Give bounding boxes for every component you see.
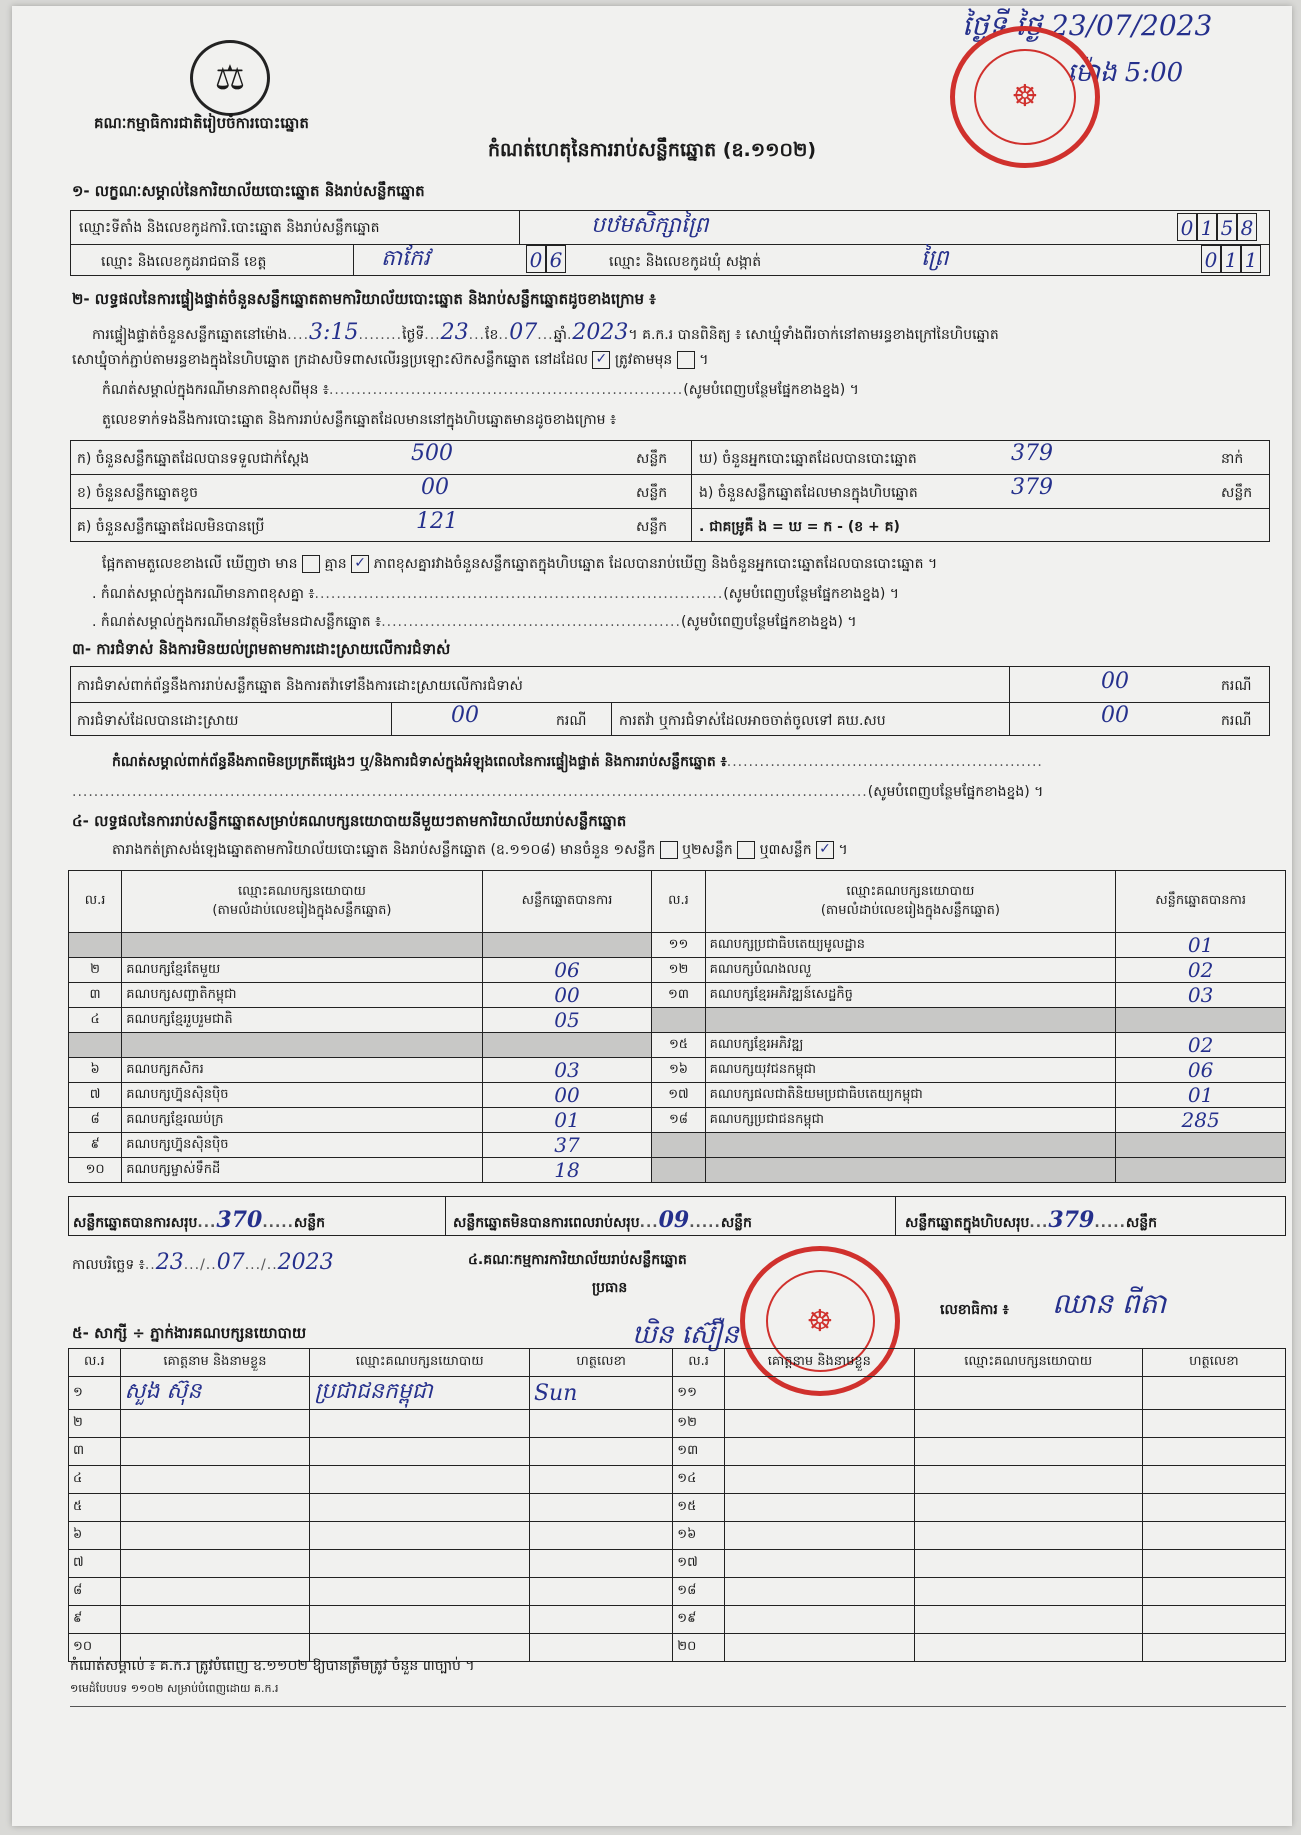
party-name: គណបក្សបំណងលលួ	[705, 958, 1116, 983]
party-name: គណបក្សប្រជាធិបតេយ្យមូលដ្ឋាន	[705, 933, 1116, 958]
witness-signature	[529, 1522, 672, 1550]
figures-intro: តួលេខទាក់ទងនឹងការបោះឆ្នោត និងការរាប់សន្លឹកឆ្នោតដែលមាននៅក្នុងហិបឆ្នោតមានដូចខាងក្រោម ៖	[102, 412, 617, 428]
witness-party	[914, 1634, 1142, 1662]
party-votes: 03	[482, 1058, 652, 1083]
table-row	[69, 1158, 1286, 1183]
party-no	[69, 933, 122, 958]
witness-no: ៩	[69, 1606, 121, 1634]
party-name	[705, 1133, 1116, 1158]
table-row	[69, 1466, 1286, 1494]
witness-party	[914, 1550, 1142, 1578]
party-no	[652, 1158, 705, 1183]
official-stamp-top: ☸	[950, 26, 1100, 168]
party-no: ១១	[652, 933, 705, 958]
witness-name	[120, 1494, 310, 1522]
witness-no: ១៦	[673, 1522, 725, 1550]
total-in-box: 379	[1048, 1207, 1095, 1233]
table-row	[69, 1083, 1286, 1108]
witness-signature	[1142, 1522, 1285, 1550]
witness-party	[310, 1550, 530, 1578]
section2-heading: ២- លទ្ធផលនៃការផ្ទៀងផ្ទាត់ចំនួនសន្លឹកឆ្នោតតាមការិយាល័យបោះឆ្នោត និងរាប់សន្លឹកឆ្នោតដូចខាងក្រោម ៖	[72, 290, 656, 308]
witness-no: ២០	[673, 1634, 725, 1662]
foreign-object-note: . កំណត់សម្គាល់ក្នុងករណីមានវត្ថុមិនមែនជាសន្លឹកឆ្នោត ៖.......................................................(សូមបំពេញបន្ថែមផ្នែកខាងខ្នង) ។	[92, 614, 857, 630]
witness-party	[914, 1522, 1142, 1550]
different-checkbox[interactable]	[677, 351, 695, 369]
table-row	[69, 1522, 1286, 1550]
handwritten-date: ថ្ងៃទី ថ្ងៃ 23/07/2023	[962, 9, 1213, 42]
unused-label: គ) ចំនួនសន្លឹកឆ្នោតដែលមិនបានប្រើ	[77, 519, 265, 535]
objection-label: ការជំទាស់ពាក់ព័ន្ធនឹងការរាប់សន្លឹកឆ្នោត និងការតវ៉ាទៅនឹងការដោះស្រាយលើការជំទាស់	[77, 678, 523, 694]
witness-name	[724, 1634, 914, 1662]
witness-name	[724, 1550, 914, 1578]
party-no: ១៦	[652, 1058, 705, 1083]
witness-name	[724, 1377, 914, 1410]
party-no	[69, 1033, 122, 1058]
forward-count: 00	[1101, 703, 1129, 728]
verification-line: ការផ្ទៀងផ្ទាត់ចំនួនសន្លឹកឆ្នោតនៅម៉ោង....3:15........ថ្ងៃទី...23...ខែ..07...ឆ្នាំ.2023។ គ.ក.រ បានពិនិត្យ ៖ សោឃ្នុំទាំងពីរចាក់នៅតាមរន្ធខាងក្រៅនៃហិបឆ្នោត	[92, 320, 999, 345]
table-row	[69, 1377, 1286, 1410]
no-discrepancy-checkbox[interactable]: ✓	[351, 555, 369, 573]
witness-name	[120, 1438, 310, 1466]
party-votes: 02	[1116, 958, 1286, 983]
station-code: 0 1 5 8	[1177, 213, 1257, 241]
voters-label: ឃ) ចំនួនអ្នកបោះឆ្នោតដែលបានបោះឆ្នោត	[699, 451, 917, 467]
form-page	[12, 6, 1292, 1826]
verify-day: 23	[440, 320, 469, 345]
three-sheet-checkbox[interactable]: ✓	[816, 841, 834, 859]
party-name: គណបក្សហ្វ៊ុនស៊ិនប៉ិច	[122, 1083, 482, 1108]
party-name: គណបក្សផលជាតិនិយមប្រជាធិបតេយ្យកម្ពុជា	[705, 1083, 1116, 1108]
lock-line: សោឃ្នុំចាក់ភ្ជាប់តាមរន្ធខាងក្នុងនៃហិបឆ្នោត ក្រដាសបិទពាសលើរន្ធប្រឡោះស៊កសន្លឹកឆ្នោត នៅដដែល ✓ ត្រូវតាមមុន ។	[72, 351, 709, 368]
diff-note-line: កំណត់សម្គាល់ក្នុងករណីមានភាពខុសពីមុន ៖.................................................................(សូមបំពេញបន្ថែមផ្នែកខាងខ្នង) ។	[102, 382, 859, 398]
party-no: ៧	[69, 1083, 122, 1108]
verify-time: 3:15	[309, 320, 359, 345]
handwritten-time: ម៉ោង 5:00	[1067, 58, 1184, 88]
two-sheet-checkbox[interactable]	[737, 841, 755, 859]
irregularity-note-2: ..................................................................................................................................................(សូមបំពេញបន្ថែមផ្នែកខាងខ្នង) ។	[72, 784, 1044, 800]
party-name	[122, 1033, 482, 1058]
formula: . ជាគម្រូគឺ ង = ឃ = ក - (ខ + គ)	[699, 519, 900, 535]
witness-name	[724, 1410, 914, 1438]
received-label: ក) ចំនួនសន្លឹកឆ្នោតដែលបានទទួលជាក់ស្តែង	[77, 451, 310, 467]
witness-party	[310, 1606, 530, 1634]
party-no: ២	[69, 958, 122, 983]
witness-table: ល.រ គោត្តនាម និងនាមខ្លួន ឈ្មោះគណបក្សនយោបាយ ហត្ថលេខា ល.រ គោត្តនាម និងនាមខ្លួន ឈ្មោះគណបក្សនយោបាយ ហត្ថលេខា ១ សួង ស៊ុន ប្រជាជនកម្ពុជា Sun ១១ ២ ១២ ៣ ១៣ ៤ ១៤ ៥ ១៥ ៦ ១៦ ៧ ១៧ ៨ ១៨ ៩ ១៩ ១០ ២០	[68, 1348, 1286, 1662]
witness-no: ១៩	[673, 1606, 725, 1634]
resolved-label: ការជំទាស់ដែលបានដោះស្រាយ	[77, 713, 239, 729]
witness-party	[914, 1494, 1142, 1522]
table-row	[69, 1108, 1286, 1133]
tally-sheet-line: តារាងកត់ត្រាសង់ឡេងឆ្នោតតាមការិយាល័យបោះឆ្នោត និងរាប់សន្លឹកឆ្នោត (ឧ.១១០៨) មានចំនួន ១សន្លឹក ឬ២សន្លឹក ឬ៣សន្លឹក ✓ ។	[112, 841, 848, 858]
table-row	[69, 933, 1286, 958]
witness-rows	[69, 1377, 1286, 1662]
spoiled-value: 00	[421, 475, 449, 500]
witness-signature	[529, 1550, 672, 1578]
witness-signature	[1142, 1466, 1285, 1494]
committee-label: ៤.គណៈកម្មការការិយាល័យរាប់សន្លឹកឆ្នោត	[468, 1252, 687, 1268]
party-votes: 06	[482, 958, 652, 983]
witness-no: ១៣	[673, 1438, 725, 1466]
inbox-label: ង) ចំនួនសន្លឹកឆ្នោតដែលមានក្នុងហិបឆ្នោត	[699, 485, 918, 501]
party-no: ៨	[69, 1108, 122, 1133]
witness-party	[914, 1466, 1142, 1494]
discrepancy-note: . កំណត់សម្គាល់ក្នុងករណីមានភាពខុសគ្នា ៖...........................................................................(សូមបំពេញបន្ថែមផ្នែកខាងខ្នង) ។	[92, 586, 899, 602]
witness-signature	[1142, 1494, 1285, 1522]
witness-no: ១០	[69, 1634, 121, 1662]
table-row	[69, 983, 1286, 1008]
witness-name	[724, 1578, 914, 1606]
section4-heading: ៤- លទ្ធផលនៃការរាប់សន្លឹកឆ្នោតសម្រាប់គណបក្សនយោបាយនីមួយៗតាមការិយាល័យរាប់សន្លឹកឆ្នោត	[72, 812, 627, 830]
one-sheet-checkbox[interactable]	[660, 841, 678, 859]
party-votes	[1116, 1158, 1286, 1183]
witness-signature	[1142, 1550, 1285, 1578]
witness-party	[310, 1578, 530, 1606]
party-votes: 03	[1116, 983, 1286, 1008]
commune-code: 0 1 1	[1201, 245, 1261, 273]
total-valid: 370	[216, 1207, 263, 1233]
table-row	[69, 1410, 1286, 1438]
party-name: គណបក្សសញ្ជាតិកម្ពុជា	[122, 983, 482, 1008]
station-label: ឈ្មោះទីតាំង និងលេខកូដការិ.បោះឆ្នោត និងរាប់សន្លឹកឆ្នោត	[79, 220, 380, 236]
party-votes: 02	[1116, 1033, 1286, 1058]
party-name	[122, 933, 482, 958]
witness-signature	[1142, 1438, 1285, 1466]
party-votes: 01	[1116, 933, 1286, 958]
party-name: គណបក្សម្ចាស់ទឹកដី	[122, 1158, 482, 1183]
witness-no: ១៧	[673, 1550, 725, 1578]
witness-signature	[1142, 1410, 1285, 1438]
party-votes	[482, 933, 652, 958]
party-results-table: ល.រ ឈ្មោះគណបក្សនយោបាយ (តាមលំដាប់លេខរៀងក្នុងសន្លឹកឆ្នោត) សន្លឹកឆ្នោតបានការ ល.រ ឈ្មោះគណបក្សនយោបាយ (តាមលំដាប់លេខរៀងក្នុងសន្លឹកឆ្នោត) សន្លឹកឆ្នោតបានការ ១១ គណបក្សប្រជាធិបតេយ្យមូលដ្ឋាន 01 ២ គណបក្សខ្មែរតែមួយ 06 ១២ គណបក្សបំណងលលួ 02 ៣ គណបក្សសញ្ជាតិកម្ពុជា 00 ១៣ គណបក្សខ្មែរអភិវឌ្ឍន៍សេដ្ឋកិច្ច 03 ៤ គណបក្សខ្មែររួបរួមជាតិ 05 ១៥ គណបក្សខ្មែរអភិវឌ្ឍ 02 ៦ គណបក្សកសិករ 03 ១៦ គណបក្សយុវជនកម្ពុជា 06 ៧ គណបក្សហ្វ៊ុនស៊ិនប៉ិច 00 ១៧ គណបក្សផលជាតិនិយមប្រជាធិបតេយ្យកម្ពុជា 01 ៨ គណបក្សខ្មែរឈប់ក្រ 01 ១៨ គណបក្សប្រជាជនកម្ពុជា 285 ៩ គណបក្សហ្វ៊ុនស៊ិនប៉ិច 37 ១០ គណបក្សម្ចាស់ទឹកដី 18	[68, 870, 1286, 1183]
party-name	[705, 1008, 1116, 1033]
party-name: គណបក្សខ្មែរតែមួយ	[122, 958, 482, 983]
witness-no: ៤	[69, 1466, 121, 1494]
witness-signature	[1142, 1606, 1285, 1634]
discrepancy-line: ផ្អែកតាមតួលេខខាងលើ ឃើញថា មាន គ្មាន ✓ ភាពខុសគ្នារវាងចំនួនសន្លឹកឆ្នោតក្នុងហិបឆ្នោត ដែលបានរាប់ឃើញ និងចំនួនអ្នកបោះឆ្នោតដែលបានបោះឆ្នោត ។	[102, 555, 938, 572]
witness-name	[120, 1410, 310, 1438]
section1-heading: ១- លក្ខណៈសម្គាល់នៃការិយាល័យបោះឆ្នោត និងរាប់សន្លឹកឆ្នោត	[72, 182, 425, 200]
party-votes: 00	[482, 983, 652, 1008]
witness-party	[310, 1522, 530, 1550]
verify-month: 07	[509, 320, 538, 345]
party-votes	[482, 1033, 652, 1058]
party-no: ១២	[652, 958, 705, 983]
figures-box: ក) ចំនួនសន្លឹកឆ្នោតដែលបានទទួលជាក់ស្តែង 500 សន្លឹក ខ) ចំនួនសន្លឹកឆ្នោតខូច 00 សន្លឹក គ) ចំនួនសន្លឹកឆ្នោតដែលមិនបានប្រើ 121 សន្លឹក ឃ) ចំនួនអ្នកបោះឆ្នោតដែលបានបោះឆ្នោត 379 នាក់ ង) ចំនួនសន្លឹកឆ្នោតដែលមានក្នុងហិបឆ្នោត 379 សន្លឹក . ជាគម្រូគឺ ង = ឃ = ក - (ខ + គ)	[70, 440, 1270, 542]
verify-year: 2023	[572, 320, 629, 345]
party-no: ៩	[69, 1133, 122, 1158]
commune-value: ព្រៃ	[921, 246, 949, 271]
inbox-value: 379	[1011, 475, 1053, 500]
footer-note: កំណត់សម្គាល់ ៖ គ.ក.រ ត្រូវបំពេញ ឧ.១១០២ ឱ្យបានត្រឹមត្រូវ ចំនួន ៣ច្បាប់ ។	[70, 1658, 475, 1674]
table-row	[69, 1133, 1286, 1158]
party-votes: 06	[1116, 1058, 1286, 1083]
section5-heading: ៥- សាក្សី ÷ ភ្នាក់ងារគណបក្សនយោបាយ	[72, 1324, 307, 1342]
party-votes: 00	[482, 1083, 652, 1108]
party-name: គណបក្សកសិករ	[122, 1058, 482, 1083]
chair-signature: ឃិន ស៊ឿន	[632, 1320, 739, 1350]
party-no: ១៥	[652, 1033, 705, 1058]
witness-no: ៨	[69, 1578, 121, 1606]
party-name	[705, 1158, 1116, 1183]
party-votes: 01	[1116, 1083, 1286, 1108]
witness-signature	[529, 1578, 672, 1606]
party-name: គណបក្សខ្មែរអភិវឌ្ឍន៍សេដ្ឋកិច្ច	[705, 983, 1116, 1008]
party-no: ៦	[69, 1058, 122, 1083]
party-no	[652, 1008, 705, 1033]
witness-party	[914, 1438, 1142, 1466]
party-name: គណបក្សហ្វ៊ុនស៊ិនប៉ិច	[122, 1133, 482, 1158]
witness-party: ប្រជាជនកម្ពុជា	[310, 1377, 530, 1410]
party-no: ៤	[69, 1008, 122, 1033]
party-no: ១០	[69, 1158, 122, 1183]
witness-no: ៦	[69, 1522, 121, 1550]
party-name: គណបក្សប្រជាជនកម្ពុជា	[705, 1108, 1116, 1133]
witness-no: ១១	[673, 1377, 725, 1410]
same-checkbox[interactable]: ✓	[592, 351, 610, 369]
party-name: គណបក្សខ្មែររួបរួមជាតិ	[122, 1008, 482, 1033]
table-row	[69, 1494, 1286, 1522]
unused-value: 121	[416, 509, 458, 534]
witness-signature: Sun	[529, 1377, 672, 1410]
total-invalid: 09	[658, 1207, 690, 1233]
witness-party	[914, 1578, 1142, 1606]
witness-signature	[529, 1606, 672, 1634]
province-code: 0 6	[526, 245, 566, 273]
table-row	[69, 1550, 1286, 1578]
witness-party	[310, 1466, 530, 1494]
forward-label: ការតវ៉ា ឬការជំទាស់ដែលអាចចាត់ចូលទៅ គឃ.សប	[619, 713, 886, 729]
witness-party	[310, 1410, 530, 1438]
party-votes	[1116, 1133, 1286, 1158]
witness-name	[120, 1522, 310, 1550]
witness-name: សួង ស៊ុន	[120, 1377, 310, 1410]
witness-signature	[529, 1410, 672, 1438]
table-row	[69, 1606, 1286, 1634]
resolved-count: 00	[451, 703, 479, 728]
chair-label: ប្រធាន	[592, 1280, 628, 1296]
witness-signature	[529, 1438, 672, 1466]
party-no: ១៧	[652, 1083, 705, 1108]
witness-signature	[1142, 1578, 1285, 1606]
witness-no: ១២	[673, 1410, 725, 1438]
witness-party	[914, 1377, 1142, 1410]
province-label: ឈ្មោះ និងលេខកូដរាជធានី ខេត្ត	[101, 254, 267, 270]
witness-signature	[1142, 1634, 1285, 1662]
witness-name	[724, 1438, 914, 1466]
province-value: តាកែវ	[381, 246, 430, 271]
witness-signature	[529, 1494, 672, 1522]
witness-name	[724, 1606, 914, 1634]
witness-no: ៧	[69, 1550, 121, 1578]
table-row	[69, 1438, 1286, 1466]
section1-box	[70, 210, 1270, 276]
witness-name	[724, 1494, 914, 1522]
witness-name	[724, 1466, 914, 1494]
witness-name	[120, 1550, 310, 1578]
witness-name	[120, 1578, 310, 1606]
station-value: បឋមសិក្សាព្រៃ	[591, 213, 709, 238]
witness-no: ១៨	[673, 1578, 725, 1606]
witness-party	[310, 1438, 530, 1466]
table-row	[69, 958, 1286, 983]
party-no: ១៣	[652, 983, 705, 1008]
party-votes: 285	[1116, 1108, 1286, 1133]
spoiled-label: ខ) ចំនួនសន្លឹកឆ្នោតខូច	[77, 485, 198, 501]
has-discrepancy-checkbox[interactable]	[302, 555, 320, 573]
witness-no: ១៤	[673, 1466, 725, 1494]
witness-party	[310, 1494, 530, 1522]
witness-signature	[1142, 1377, 1285, 1410]
witness-no: ២	[69, 1410, 121, 1438]
table-row	[69, 1008, 1286, 1033]
witness-no: ១	[69, 1377, 121, 1410]
party-votes: 37	[482, 1133, 652, 1158]
org-name: គណៈកម្មាធិការជាតិរៀបចំការបោះឆ្នោត	[94, 114, 309, 132]
party-rows	[69, 933, 1286, 1183]
party-votes	[1116, 1008, 1286, 1033]
witness-no: ១៥	[673, 1494, 725, 1522]
witness-signature	[529, 1634, 672, 1662]
witness-no: ៥	[69, 1494, 121, 1522]
nec-emblem-icon: ⚖	[190, 40, 270, 116]
party-name: គណបក្សខ្មែរឈប់ក្រ	[122, 1108, 482, 1133]
party-name: គណបក្សយុវជនកម្ពុជា	[705, 1058, 1116, 1083]
secretary-signature: ឈាន ពីតា	[1052, 1287, 1167, 1320]
voters-value: 379	[1011, 441, 1053, 466]
form-code: ១មេដំបែបបទ ១១០២ សម្រាប់បំពេញដោយ គ.ក.រ	[70, 1682, 279, 1695]
received-value: 500	[411, 441, 453, 466]
witness-no: ៣	[69, 1438, 121, 1466]
form-title: កំណត់ហេតុនៃការរាប់សន្លឹកឆ្នោត (ឧ.១១០២)	[487, 139, 817, 161]
irregularity-note: កំណត់សម្គាល់ពាក់ព័ន្ធនឹងភាពមិនប្រក្រតីផ្សេងៗ ឬ/និងការជំទាស់ក្នុងអំឡុងពេលនៃការផ្ទៀងផ្ទាត់ និងការរាប់សន្លឹកឆ្នោត ៖..........................................................	[112, 754, 1043, 770]
table-row	[69, 1058, 1286, 1083]
party-no	[652, 1133, 705, 1158]
party-name: គណបក្សខ្មែរអភិវឌ្ឍ	[705, 1033, 1116, 1058]
party-votes: 01	[482, 1108, 652, 1133]
party-votes: 05	[482, 1008, 652, 1033]
totals-row: សន្លឹកឆ្នោតបានការសរុប...370.....សន្លឹក សន្លឹកឆ្នោតមិនបានការពេលរាប់សរុប...09.....សន្លឹក សន្លឹកឆ្នោតក្នុងហិបសរុប...379.....សន្លឹក	[68, 1196, 1286, 1236]
table-row	[69, 1578, 1286, 1606]
witness-name	[724, 1522, 914, 1550]
table-row	[69, 1033, 1286, 1058]
witness-signature	[529, 1466, 672, 1494]
witness-name	[120, 1606, 310, 1634]
party-no: ១៨	[652, 1108, 705, 1133]
witness-party	[914, 1410, 1142, 1438]
objections-box: ការជំទាស់ពាក់ព័ន្ធនឹងការរាប់សន្លឹកឆ្នោត និងការតវ៉ាទៅនឹងការដោះស្រាយលើការជំទាស់ 00 ករណី ការជំទាស់ដែលបានដោះស្រាយ 00 ករណី ការតវ៉ា ឬការជំទាស់ដែលអាចចាត់ចូលទៅ គឃ.សប 00 ករណី	[70, 666, 1270, 736]
official-stamp-bottom: ☸	[740, 1246, 900, 1396]
party-no: ៣	[69, 983, 122, 1008]
witness-party	[914, 1606, 1142, 1634]
party-votes: 18	[482, 1158, 652, 1183]
secretary-label: លេខាធិការ ៖	[940, 1302, 1009, 1318]
section3-heading: ៣- ការជំទាស់ និងការមិនយល់ព្រមតាមការដោះស្រាយលើការជំទាស់	[72, 640, 451, 658]
commune-label: ឈ្មោះ និងលេខកូដឃុំ សង្កាត់	[609, 254, 762, 270]
objection-count: 00	[1101, 669, 1129, 694]
sign-date: កាលបរិច្ឆេទ ៖..23.../..07.../..2023	[72, 1250, 334, 1275]
witness-name	[120, 1466, 310, 1494]
